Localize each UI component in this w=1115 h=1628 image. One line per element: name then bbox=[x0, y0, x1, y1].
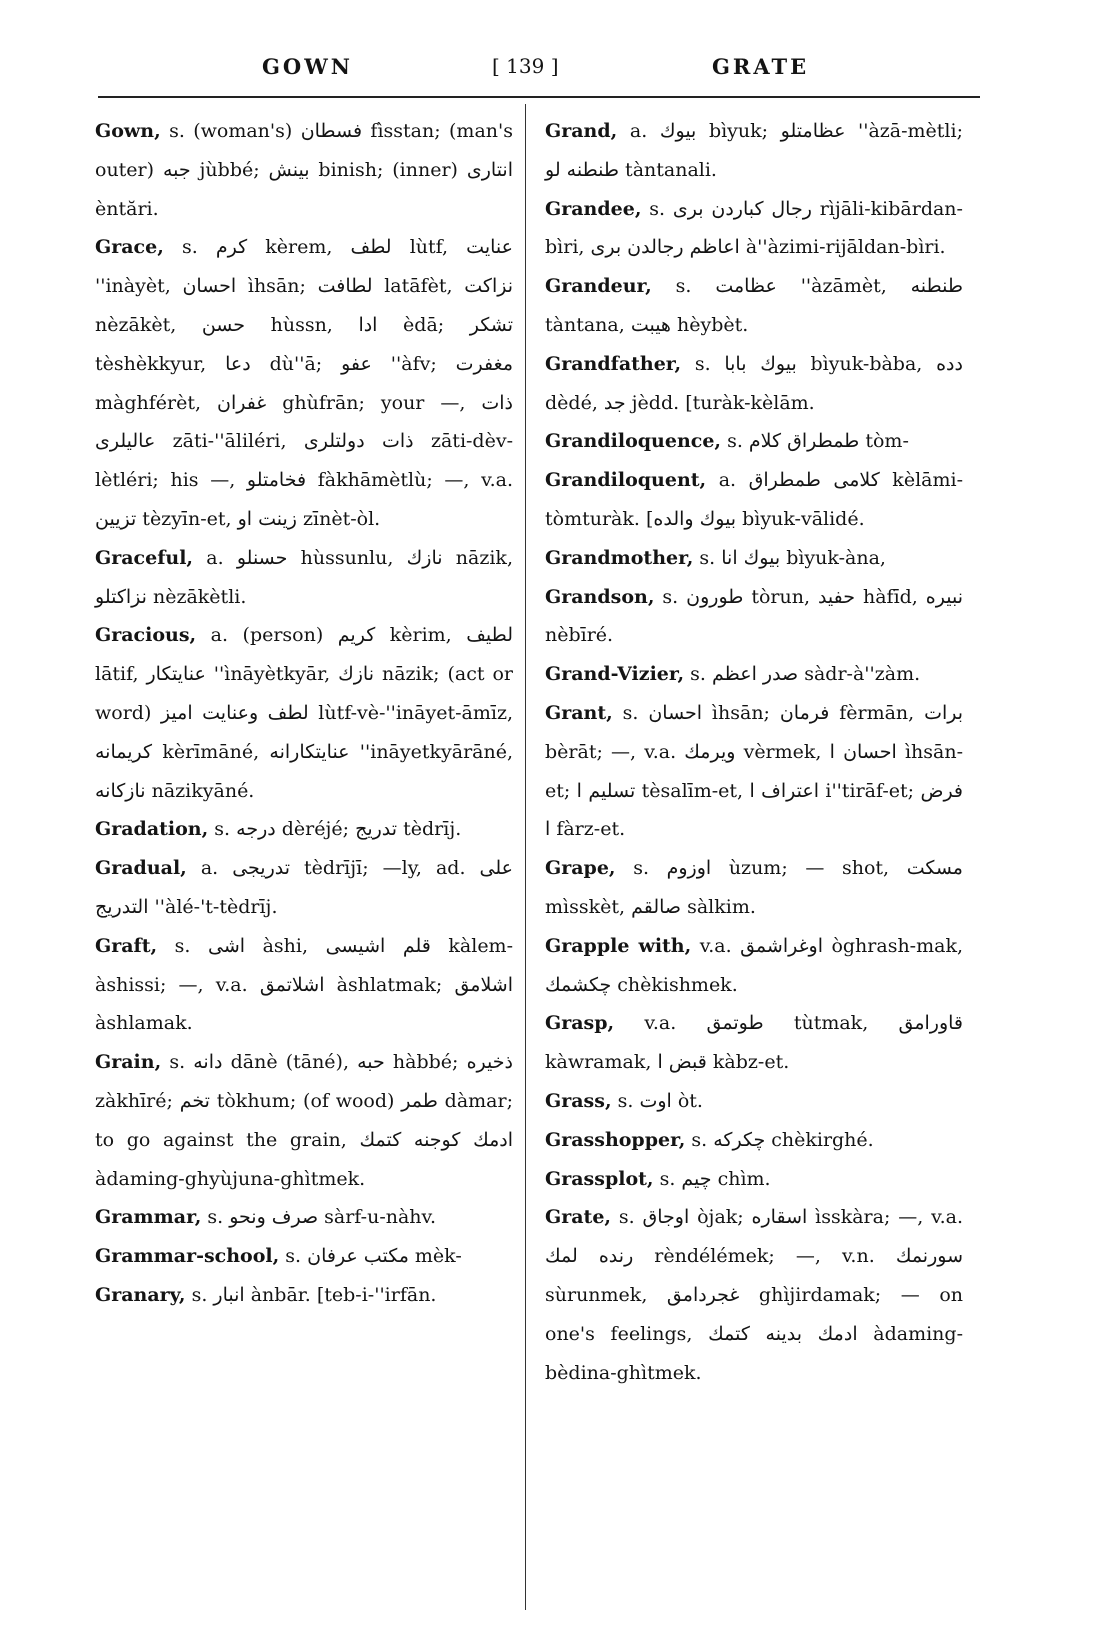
entry-text: a. (person) كريم kèrim, لطيف lātif, عنايتكار ''ìnāyètkyār, نازك nāzik; (act or word) لطف وعنايت اميز lùtf-vè-''ināyet-āmīz, كريمانه kèrīmāné, عنايتكارانه ''ināyetkyārāné, نازكانه nāzikyāné. bbox=[95, 624, 514, 802]
dictionary-entry bbox=[545, 345, 963, 423]
entry-text: s. اوت òt. bbox=[617, 1089, 703, 1112]
dictionary-entry bbox=[545, 927, 963, 1005]
entry-headword: Grandee, bbox=[545, 197, 642, 220]
entry-headword: Grant, bbox=[545, 701, 613, 724]
entry-headword: Grandiloquent, bbox=[545, 469, 707, 492]
running-header bbox=[0, 48, 1115, 88]
column-divider bbox=[525, 104, 526, 1610]
entry-text: s. صدر اعظم sàdr-à''zàm. bbox=[690, 663, 921, 686]
dictionary-entry bbox=[545, 461, 963, 539]
entry-headword: Gown, bbox=[95, 120, 161, 142]
entry-text: s. كرم kèrem, لطف lùtf, عنايت ''inàyèt, احسان ìhsān; لطافت latāfèt, نزاكت nèzākèt, حسن hùssn, ادا èdā; تشكر tèshèkkyur, دعا dù''ā; عفو ''àfv; مغفرت màghférèt, غفران ghùfrān; your —, ذات عاليلرى zāti-''āliléri, ذات دولتلرى zāti-dèv-lètléri; his —, فخامتلو fàkhāmètlù; —, v.a. تزيين tèzyīn-et, زينت او zīnèt-òl. bbox=[95, 236, 514, 530]
entry-text: v.a. طوتمق tùtmak, قاورامق kàwramak, قبض ا kàbz-et. bbox=[545, 1012, 963, 1074]
dictionary-entry bbox=[95, 616, 513, 810]
entry-headword: Gradual, bbox=[95, 857, 187, 880]
dictionary-entry bbox=[545, 849, 963, 927]
entry-text: s. بيوك انا bìyuk-àna, bbox=[699, 546, 886, 569]
entry-headword: Grass, bbox=[545, 1089, 612, 1112]
dictionary-entry bbox=[545, 1198, 963, 1392]
entry-headword: Grasshopper, bbox=[545, 1128, 686, 1151]
entry-text: s. مكتب عرفان mèk- bbox=[285, 1245, 462, 1268]
entry-text: s. اشى àshi, قلم اشيسى kàlem-àshissi; —, v.a. اشلاتمق àshlatmak; اشلامق àshlamak. bbox=[95, 934, 513, 1035]
dictionary-entry bbox=[545, 578, 963, 656]
entry-text: s. احسان ìhsān; فرمان fèrmān, برات bèrāt; —, v.a. ويرمك vèrmek, احسان ا ìhsān-et; تسليم ا tèsalīm-et, اعتراف ا i''tirāf-et; فرض ا fàrz-et. bbox=[545, 701, 964, 841]
entry-headword: Grammar-school, bbox=[95, 1245, 280, 1268]
entry-text: s. بيوك بابا bìyuk-bàba, دده dèdé, جد jèdd. [turàk-kèlām. bbox=[545, 352, 963, 414]
entry-text: a. حسنلو hùssunlu, نازك nāzik, نزاكتلو nèzākètli. bbox=[95, 546, 513, 608]
entry-text: a. بيوك bìyuk; عظامتلو ''àzā-mètli; طنطنه لو tàntanali. bbox=[545, 120, 963, 181]
entry-headword: Grace, bbox=[95, 236, 164, 259]
entry-headword: Gradation, bbox=[95, 818, 209, 841]
page-number: [ 139 ] bbox=[492, 54, 559, 78]
entry-text: s. دانه dānè (tāné), حبه hàbbé; ذخيره zàkhīré; تخم tòkhum; (of wood) طمر dàmar; to go against the grain, ادمك كوجنه كتمك àdaming-ghyùjuna-ghìtmek. bbox=[95, 1051, 513, 1190]
dictionary-entry bbox=[545, 267, 963, 345]
entry-text: s. چيم chìm. bbox=[659, 1167, 771, 1190]
dictionary-entry bbox=[95, 810, 513, 849]
entry-headword: Gracious, bbox=[95, 624, 197, 647]
entry-headword: Grand-Vizier, bbox=[545, 663, 685, 686]
entry-headword: Granary, bbox=[95, 1283, 186, 1306]
entry-text: s. اوجاق òjak; اسقاره ìsskàra; —, v.a. رنده لمك rèndélémek; —, v.n. سورنمك sùrunmek, غجردامق ghìjirdamak; — on one's feelings, ادمك بدينه كتمك àdaming-bèdina-ghìtmek. bbox=[545, 1206, 964, 1384]
entry-text: s. طورون tòrun, حفيد hàfīd, نبيره nèbīré. bbox=[545, 585, 963, 647]
dictionary-entry bbox=[95, 539, 513, 617]
entry-text: s. (woman's) فسطان fìsstan; (man's outer) جبه jùbbé; بينش binish; (inner) انتارى èntări. bbox=[95, 120, 513, 220]
header-right-word: GRATE bbox=[712, 54, 810, 79]
right-column bbox=[545, 112, 963, 1392]
dictionary-entry bbox=[545, 1004, 963, 1082]
entry-headword: Grandeur, bbox=[545, 275, 652, 298]
dictionary-entry bbox=[545, 190, 963, 268]
entry-headword: Grandmother, bbox=[545, 546, 694, 569]
entry-headword: Grasp, bbox=[545, 1012, 615, 1035]
header-rule bbox=[98, 96, 980, 98]
dictionary-entry bbox=[545, 694, 963, 849]
entry-headword: Grammar, bbox=[95, 1206, 202, 1229]
dictionary-entry bbox=[545, 422, 963, 461]
entry-text: s. چكركه chèkirghé. bbox=[691, 1128, 874, 1151]
entry-headword: Grand, bbox=[545, 120, 618, 142]
dictionary-entry bbox=[545, 539, 963, 578]
dictionary-entry bbox=[95, 1198, 513, 1237]
entry-text: s. عظامت ''àzāmèt, طنطنه tàntana, هيبت hèybèt. bbox=[545, 275, 963, 336]
dictionary-entry bbox=[95, 228, 513, 538]
entry-headword: Grandiloquence, bbox=[545, 430, 722, 453]
entry-headword: Grate, bbox=[545, 1206, 612, 1229]
entry-headword: Graceful, bbox=[95, 546, 194, 569]
dictionary-entry bbox=[95, 849, 513, 927]
entry-text: s. درجه dèréjé; تدريج tèdrīj. bbox=[214, 818, 462, 841]
entry-headword: Graft, bbox=[95, 934, 158, 957]
entry-headword: Grape, bbox=[545, 857, 616, 880]
dictionary-entry bbox=[95, 1276, 513, 1315]
entry-text: s. انبار ànbār. [teb-i-''irfān. bbox=[191, 1283, 437, 1306]
entry-text: v.a. اوغراشمق òghrash-mak, چكشمك chèkishmek. bbox=[545, 934, 963, 996]
entry-text: a. كلامى طمطراق kèlāmi-tòmturàk. [بيوك والده bìyuk-vālidé. bbox=[545, 469, 963, 530]
entry-headword: Grain, bbox=[95, 1051, 162, 1074]
dictionary-entry bbox=[95, 112, 513, 228]
left-column bbox=[95, 112, 513, 1315]
entry-headword: Grandfather, bbox=[545, 352, 682, 375]
dictionary-entry bbox=[545, 655, 963, 694]
dictionary-entry bbox=[545, 1121, 963, 1160]
dictionary-entry bbox=[545, 1160, 963, 1199]
entry-headword: Grapple with, bbox=[545, 934, 692, 957]
dictionary-entry bbox=[95, 927, 513, 1043]
entry-headword: Grassplot, bbox=[545, 1167, 654, 1190]
dictionary-entry bbox=[95, 1237, 513, 1276]
entry-text: s. رجال كباردن برى rìjāli-kibārdan-bìri, اعاظم رجالدن برى à''àzimi-rijāldan-bìri. bbox=[545, 197, 963, 259]
header-left-word: GOWN bbox=[262, 54, 354, 79]
dictionary-entry bbox=[545, 1082, 963, 1121]
entry-text: a. تدريجى tèdrījī; —ly, ad. على التدريج ''àlé-'t-tèdrīj. bbox=[95, 857, 513, 918]
entry-text: s. طمطراق كلام tòm- bbox=[727, 430, 909, 453]
dictionary-entry bbox=[95, 1043, 513, 1198]
entry-headword: Grandson, bbox=[545, 585, 655, 608]
entry-text: s. اوزوم ùzum; — shot, مسكت mìsskèt, صالقم sàlkim. bbox=[545, 857, 963, 918]
dictionary-entry bbox=[545, 112, 963, 190]
entry-text: s. صرف ونحو sàrf-u-nàhv. bbox=[207, 1206, 437, 1229]
